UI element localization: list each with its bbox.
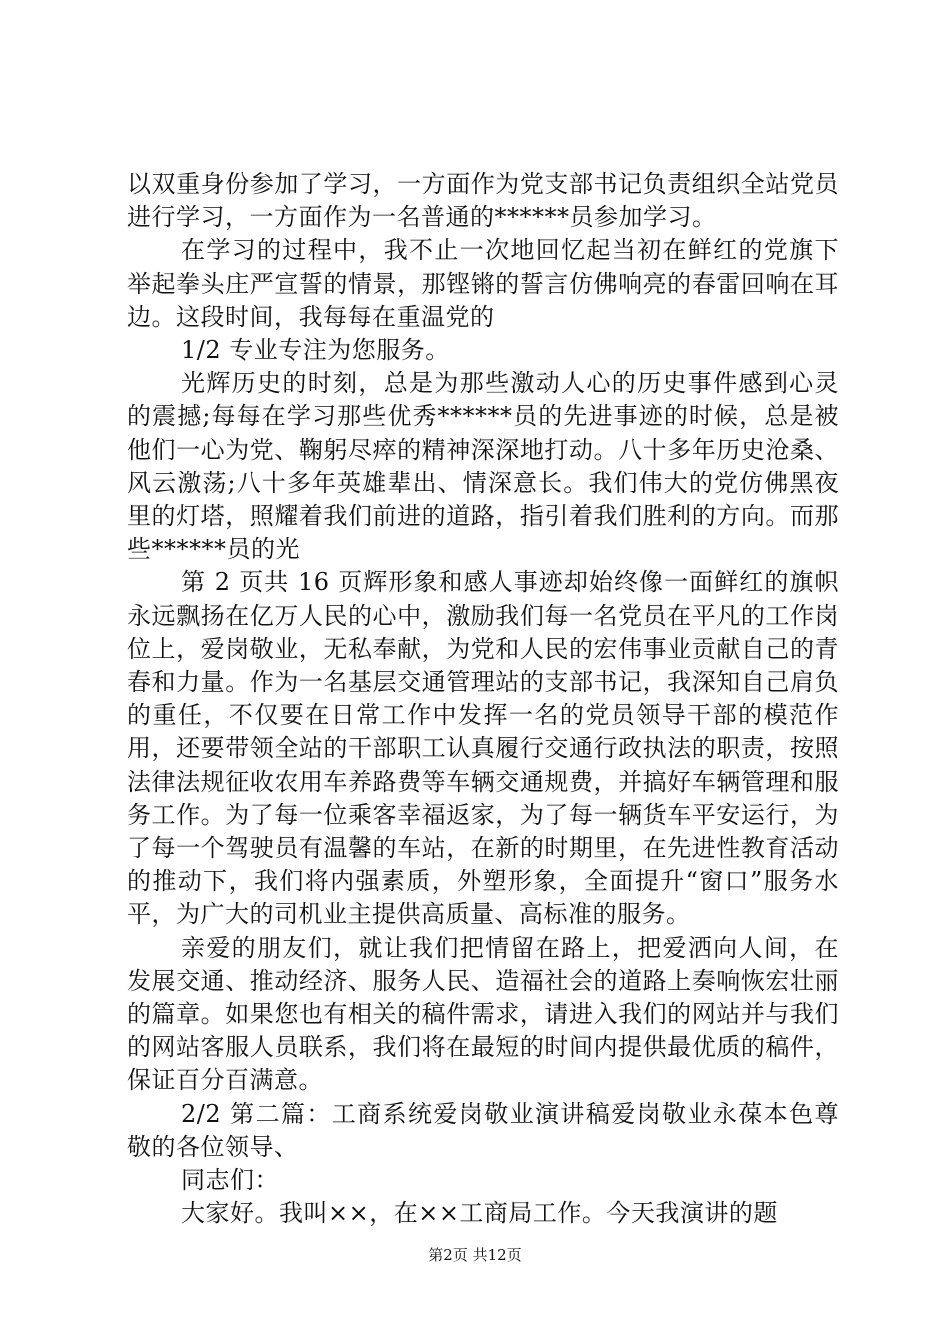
paragraph: 2/2 第二篇：工商系统爱岗敬业演讲稿爱岗敬业永葆本色尊敬的各位领导、 [127,1099,839,1161]
paragraph: 大家好。我叫××，在××工商局工作。今天我演讲的题 [181,1199,778,1228]
paragraph: 第 2 页共 16 页辉形象和感人事迹却始终像一面鲜红的旗帜永远飘扬在亿万人民的心中，激励我们每一名党员在平凡的工作岗位上，爱岗敬业，无私奉献，为党和人民的宏伟事业贡献自己的青春和力量。作为一名基层交通管理站的支部书记，我深知自己肩负的重任，不仅要在日常工作中发挥一名的党员领导干部的模范作用，还要带领全站的干部职工认真履行交通行政执法的职责，按照法律法规征收农用车养路费等车辆交通规费，并搞好车辆管理和服务工作。为了每一位乘客幸福返家，为了每一辆货车平安运行，为了每一个驾驶员有温馨的车站，在新的时期里，在先进性教育活动的推动下，我们将内强素质，外塑形象，全面提升“窗口”服务水平，为广大的司机业主提供高质量、高标准的服务。 [127,568,839,929]
page-footer: 第2页 共12页 [428,1246,522,1264]
document-body [127,168,839,1231]
paragraph: 亲爱的朋友们，就让我们把情留在路上，把爱洒向人间，在发展交通、推动经济、服务人民、造福社会的道路上奏响恢宏壮丽的篇章。如果您也有相关的稿件需求，请进入我们的网站并与我们的网站客服人员联系，我们将在最短的时间内提供最优质的稿件，保证百分百满意。 [127,933,839,1095]
paragraph: 在学习的过程中，我不止一次地回忆起当初在鲜红的党旗下举起拳头庄严宣誓的情景，那铿锵的誓言仿佛响亮的春雷回响在耳边。这段时间，我每每在重温党的 [127,236,839,331]
paragraph: 以双重身份参加了学习，一方面作为党支部书记负责组织全站党员进行学习，一方面作为一名普通的******员参加学习。 [127,170,839,232]
paragraph: 1/2 专业专注为您服务。 [181,336,450,365]
paragraph: 光辉历史的时刻，总是为那些激动人心的历史事件感到心灵的震撼;每每在学习那些优秀******员的先进事迹的时候，总是被他们一心为党、鞠躬尽瘁的精神深深地打动。八十多年历史沧桑、风云激荡;八十多年英雄辈出、情深意长。我们伟大的党仿佛黑夜里的灯塔，照耀着我们前进的道路，指引着我们胜利的方向。而那些******员的光 [127,369,839,564]
paragraph: 同志们： [181,1166,279,1195]
